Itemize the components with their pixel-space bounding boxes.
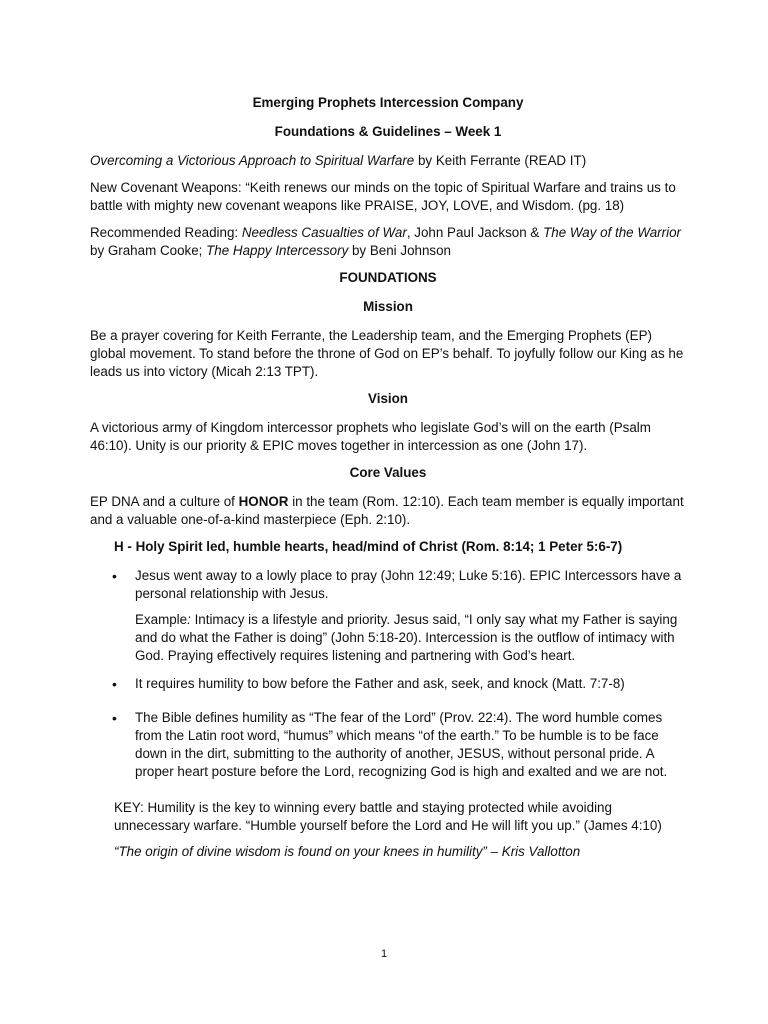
weapons-paragraph: New Covenant Weapons: “Keith renews our minds on the topic of Spiritual Warfare and trains us to battle with mighty new covenant weapons like PRAISE, JOY, LOVE, and Wisdom. (pg. 18): [90, 180, 676, 213]
list-item: [90, 709, 686, 781]
example-paragraph: [90, 611, 686, 665]
book-title: Overcoming a Victorious Approach to Spiritual Warfare: [90, 153, 415, 168]
value-h-list: [90, 567, 686, 603]
bullet-3-text: The Bible defines humility as “The fear of the Lord” (Prov. 22:4). The word humble comes from the Latin root word, “humus” which means “of the earth.” To be humble is to be face down in the dirt, submitting to the authority of another, JESUS, without personal pride. A proper heart posture before the Lord, recognizing God is high and exalted and we are not.: [135, 710, 668, 779]
mission-text: Be a prayer covering for Keith Ferrante, the Leadership team, and the Emerging Prophets (EP) global movement. To stand before the throne of God on EP’s behalf. To joyfully follow our King as he leads us into victory (Micah 2:13 TPT).: [90, 328, 684, 379]
value-h-list-continued: [90, 675, 686, 781]
honor-word: HONOR: [238, 494, 289, 509]
reading-book-2: The Way of the Warrior: [543, 225, 681, 240]
foundations-heading: FOUNDATIONS: [339, 270, 437, 285]
bullet-icon: •: [112, 676, 117, 692]
list-item: [90, 675, 686, 693]
reading-prefix: Recommended Reading:: [90, 225, 242, 240]
document-page: [90, 94, 686, 861]
reading-author-2: by Graham Cooke;: [90, 243, 207, 258]
page-number: 1: [380, 948, 388, 960]
vision-text: A victorious army of Kingdom intercessor prophets who legislate God’s will on the earth (Psalm 46:10). Unity is our priority & EPIC moves together in intercession as one (John 17).: [90, 420, 651, 453]
mission-heading: Mission: [363, 299, 413, 314]
vision-heading: Vision: [368, 391, 408, 406]
reading-author-3: by Beni Johnson: [348, 243, 451, 258]
core-prefix: EP DNA and a culture of: [90, 494, 239, 509]
example-colon: :: [187, 612, 191, 627]
book-author: by Keith Ferrante (READ IT): [414, 153, 587, 168]
book-reference: [90, 152, 686, 170]
company-title: Emerging Prophets Intercession Company: [252, 95, 524, 110]
core-suffix: in the team (Rom. 12:10). Each team member is equally important and a valuable one-of-a-kind masterpiece (Eph. 2:10).: [90, 494, 684, 527]
value-h-heading: H - Holy Spirit led, humble hearts, head/mind of Christ (Rom. 8:14; 1 Peter 5:6-7): [114, 539, 623, 554]
core-values-heading: Core Values: [349, 465, 427, 480]
kris-vallotton-quote: “The origin of divine wisdom is found on your knees in humility” – Kris Vallotton: [114, 844, 581, 859]
bullet-icon: •: [112, 568, 117, 584]
document-subtitle: Foundations & Guidelines – Week 1: [274, 124, 502, 139]
bullet-2-text: It requires humility to bow before the Father and ask, seek, and knock (Matt. 7:7-8): [135, 676, 625, 691]
bullet-icon: •: [112, 710, 117, 726]
reading-book-1: Needless Casualties of War: [241, 225, 407, 240]
example-label: Example: [135, 612, 188, 627]
key-paragraph: KEY: Humility is the key to winning every battle and staying protected while avoiding unnecessary warfare. “Humble yourself before the Lord and He will lift you up.” (James 4:10): [114, 800, 662, 833]
core-values-text: [90, 493, 686, 529]
list-item: [90, 567, 686, 603]
example-text: Intimacy is a lifestyle and priority. Jesus said, “I only say what my Father is saying and do what the Father is doing” (John 5:18-20). Intercession is the outflow of intimacy with God. Praying effectively requires listening and partnering with God’s heart.: [135, 612, 678, 663]
reading-book-3: The Happy Intercessory: [206, 243, 349, 258]
recommended-reading: [90, 224, 686, 260]
bullet-1-text: Jesus went away to a lowly place to pray (John 12:49; Luke 5:16). EPIC Intercessors have a personal relationship with Jesus.: [135, 568, 682, 601]
reading-author-1: , John Paul Jackson &: [406, 225, 544, 240]
